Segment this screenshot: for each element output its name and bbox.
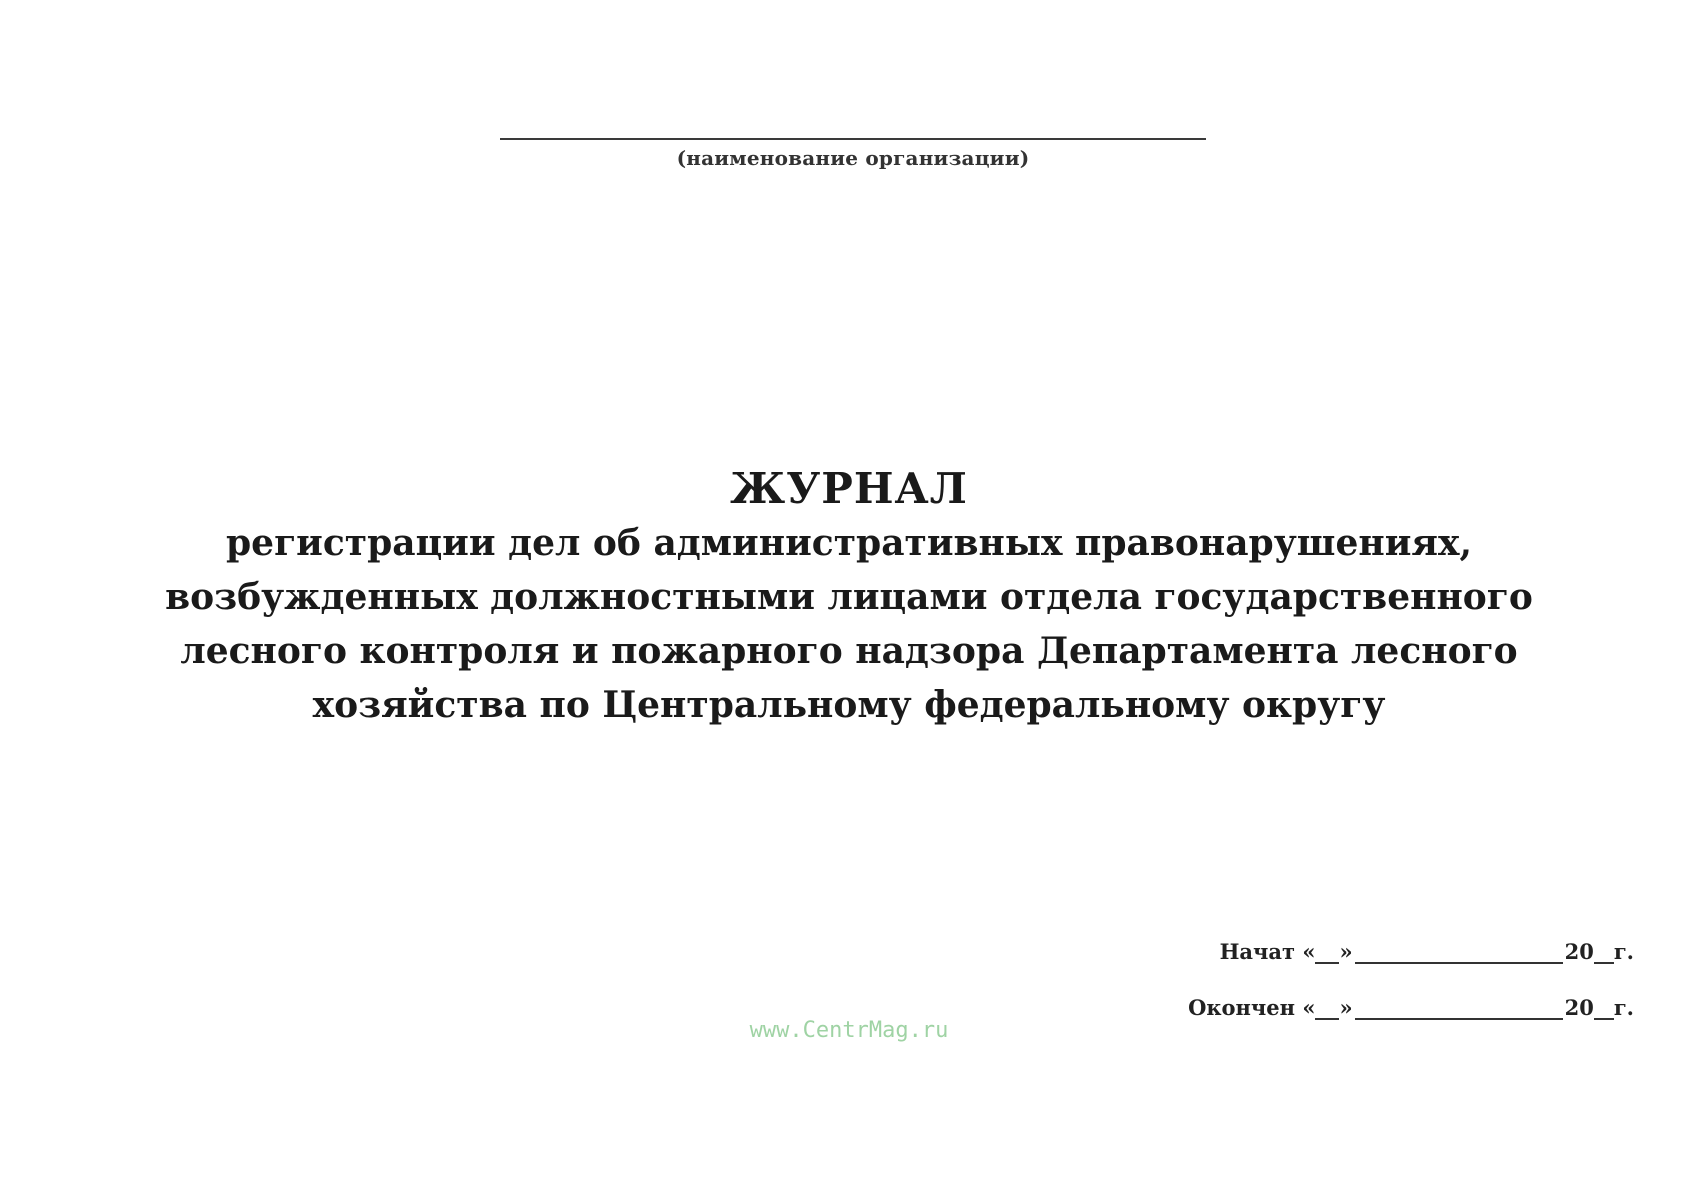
title-block xyxy=(100,462,1598,732)
started-date-row xyxy=(1188,932,1634,964)
ended-close-quote: » xyxy=(1339,995,1353,1020)
watermark: www.CentrMag.ru xyxy=(749,1018,949,1043)
organization-caption: (наименование организации) xyxy=(676,146,1030,170)
started-year-prefix: 20 xyxy=(1564,939,1594,964)
ended-month-field xyxy=(1355,998,1563,1020)
ended-day-field xyxy=(1315,998,1339,1020)
document-subtitle: регистрации дел об административных правонарушениях, возбужденных должностными лицами отдела государственного лесного контроля и пожарного надзора Департамента лесного хозяйства по Центральному федеральному округу xyxy=(165,522,1533,726)
document-title: ЖУРНАЛ xyxy=(730,464,968,513)
ended-year-suffix: г. xyxy=(1613,995,1634,1020)
started-label: Начат « xyxy=(1219,939,1316,964)
ended-date-row xyxy=(1188,988,1634,1020)
organization-name-line xyxy=(500,138,1206,140)
started-day-field xyxy=(1315,942,1339,964)
organization-block xyxy=(500,138,1206,170)
started-close-quote: » xyxy=(1339,939,1353,964)
ended-year-field xyxy=(1594,998,1614,1020)
started-year-field xyxy=(1594,942,1614,964)
started-year-suffix: г. xyxy=(1613,939,1634,964)
ended-label: Окончен « xyxy=(1188,995,1316,1020)
ended-year-prefix: 20 xyxy=(1564,995,1594,1020)
started-month-field xyxy=(1355,942,1563,964)
